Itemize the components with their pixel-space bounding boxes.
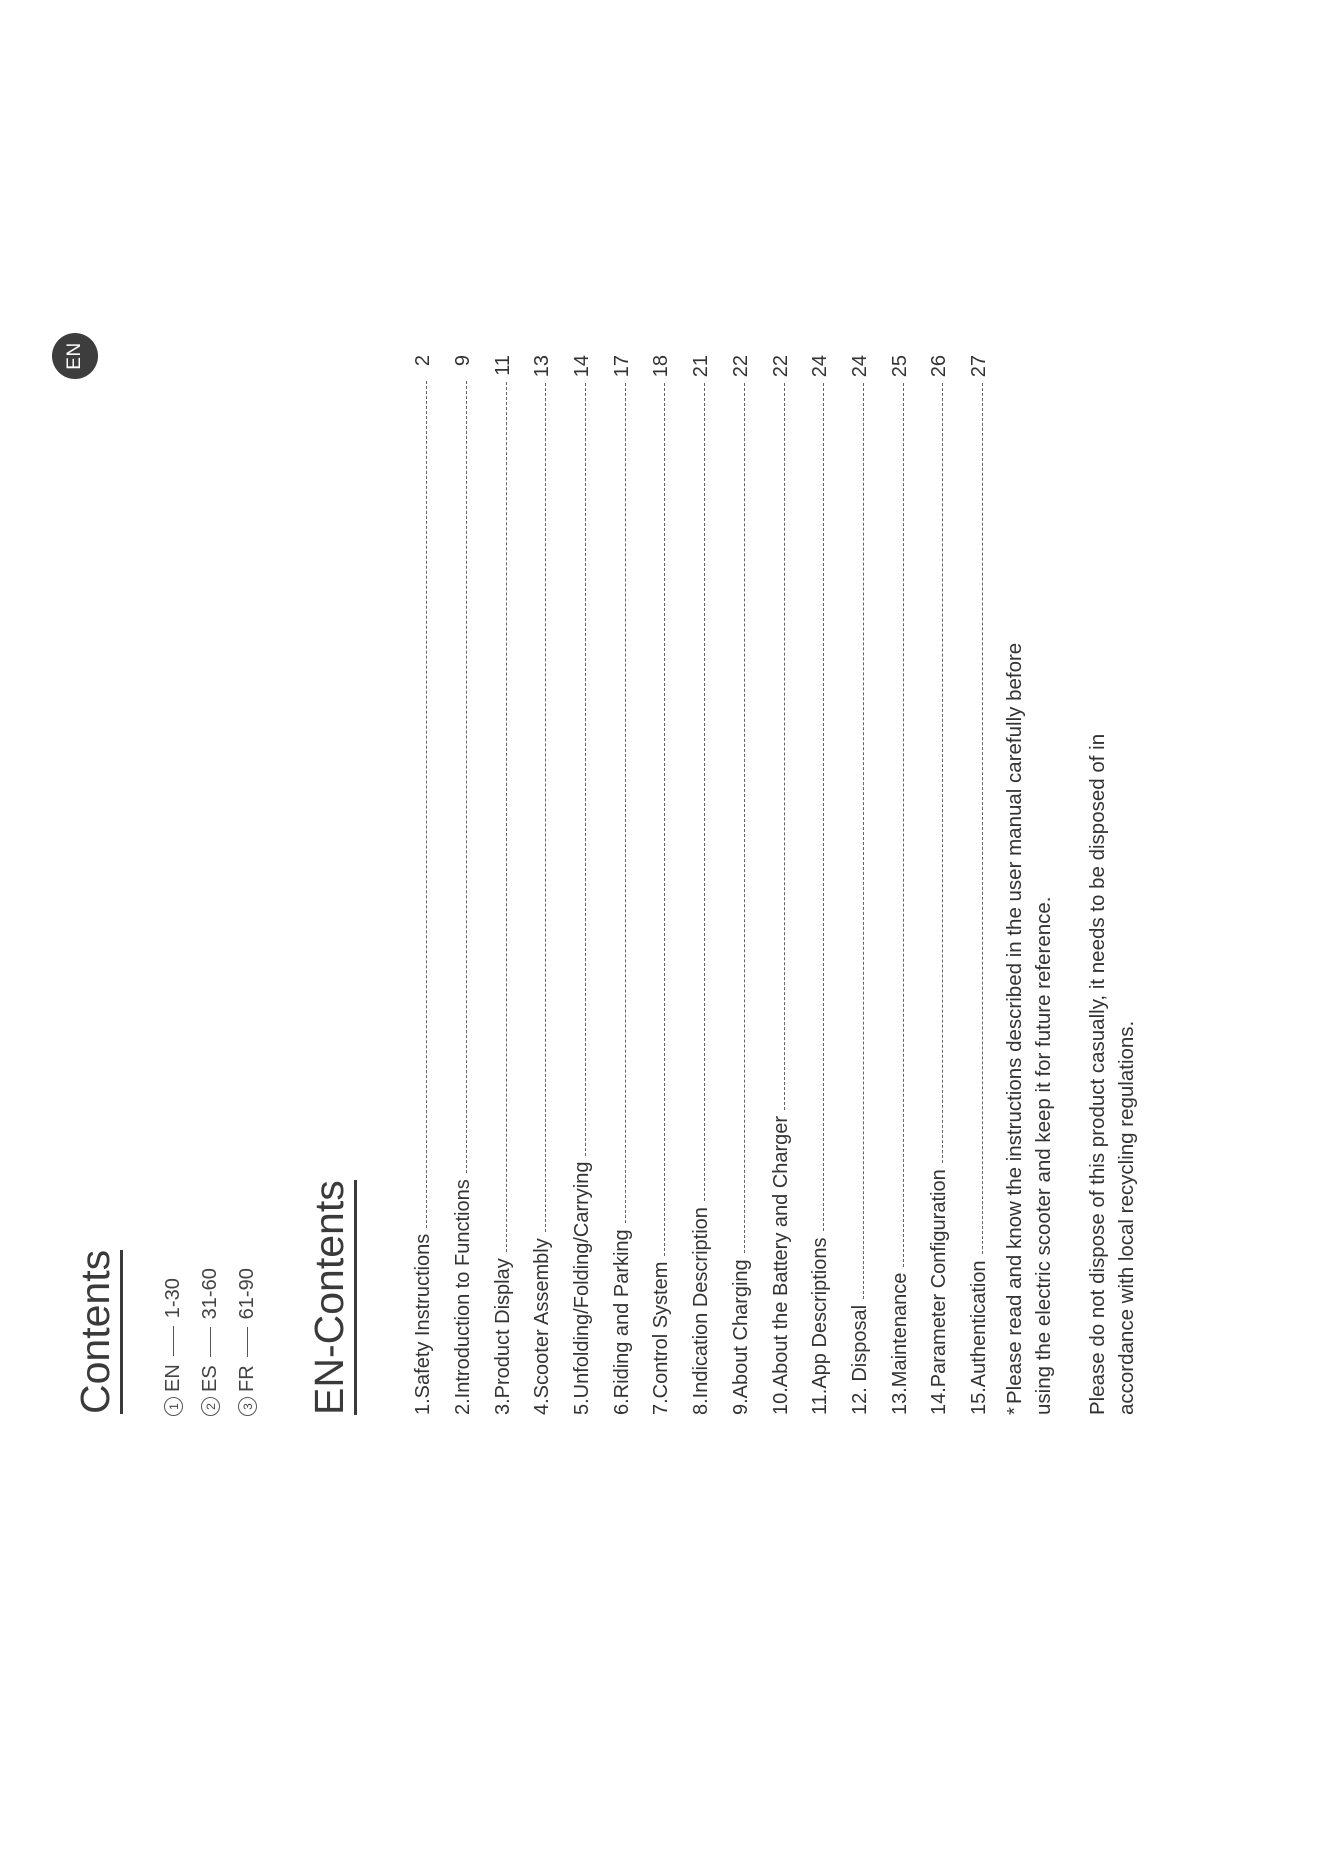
toc-label: 7.Control System bbox=[650, 1261, 673, 1415]
toc-item[interactable] bbox=[722, 355, 762, 1415]
toc-page: 17 bbox=[610, 355, 633, 378]
language-badge bbox=[52, 333, 98, 379]
toc-label: 9.About Charging bbox=[729, 1259, 752, 1415]
toc-item[interactable] bbox=[483, 355, 523, 1415]
toc-page: 22 bbox=[729, 355, 752, 378]
toc-item[interactable] bbox=[602, 355, 642, 1415]
toc-page: 21 bbox=[690, 355, 713, 378]
disposal-note: Please do not dispose of this product casually, it needs to be disposed of in accordance with local recycling regulations. bbox=[1086, 733, 1138, 1415]
toc-page: 13 bbox=[531, 355, 554, 378]
language-item[interactable] bbox=[229, 1268, 266, 1416]
toc-item[interactable] bbox=[682, 355, 722, 1415]
toc-leader bbox=[426, 381, 427, 1228]
toc-page: 25 bbox=[888, 355, 911, 378]
circled-number-icon: 3 bbox=[238, 1397, 257, 1416]
language-item[interactable] bbox=[192, 1268, 229, 1416]
toc-label: 4.Scooter Assembly bbox=[531, 1238, 554, 1415]
toc-page: 22 bbox=[769, 355, 792, 378]
toc-label: 14.Parameter Configuration bbox=[928, 1169, 951, 1415]
asterisk: * bbox=[1003, 1407, 1026, 1415]
contents-title: Contents bbox=[74, 1250, 123, 1414]
toc-label: 8.Indication Description bbox=[690, 1207, 713, 1415]
toc-leader bbox=[506, 382, 507, 1252]
toc-leader bbox=[823, 383, 824, 1231]
toc-page: 24 bbox=[848, 355, 871, 378]
toc-label: 10.About the Battery and Charger bbox=[769, 1115, 792, 1415]
toc-label: 2.Introduction to Functions bbox=[452, 1179, 475, 1415]
circled-number-icon: 1 bbox=[164, 1397, 183, 1416]
toc-leader bbox=[585, 383, 586, 1155]
toc-leader bbox=[903, 383, 904, 1266]
toc-list bbox=[404, 355, 999, 1415]
leader-line bbox=[173, 1326, 174, 1356]
language-list bbox=[155, 1268, 266, 1416]
toc-page: 9 bbox=[452, 355, 475, 367]
toc-item[interactable] bbox=[960, 355, 1000, 1415]
toc-item[interactable] bbox=[841, 355, 881, 1415]
toc-item[interactable] bbox=[761, 355, 801, 1415]
toc-page: 18 bbox=[650, 355, 673, 378]
toc-page: 24 bbox=[809, 355, 832, 378]
toc-item[interactable] bbox=[801, 355, 841, 1415]
leader-line bbox=[210, 1327, 211, 1357]
language-pages: 1-30 bbox=[162, 1278, 184, 1319]
toc-label: 12. Disposal bbox=[848, 1304, 871, 1415]
language-pages: 61-90 bbox=[236, 1268, 258, 1320]
toc-leader bbox=[664, 383, 665, 1255]
toc-label: 13.Maintenance bbox=[888, 1272, 911, 1415]
toc-item[interactable] bbox=[563, 355, 603, 1415]
toc-label: 1.Safety Instructions bbox=[412, 1233, 435, 1415]
toc-leader bbox=[704, 383, 705, 1201]
toc-leader bbox=[784, 383, 785, 1110]
toc-item[interactable] bbox=[523, 355, 563, 1415]
toc-label: 15.Authentication bbox=[967, 1260, 990, 1415]
language-badge-label: EN bbox=[64, 342, 85, 370]
toc-label: 3.Product Display bbox=[491, 1258, 514, 1415]
language-pages: 31-60 bbox=[199, 1268, 221, 1320]
toc-item[interactable] bbox=[642, 355, 682, 1415]
language-code: EN bbox=[162, 1364, 184, 1392]
toc-page: 27 bbox=[967, 355, 990, 378]
toc-item[interactable] bbox=[444, 355, 484, 1415]
toc-page: 14 bbox=[571, 355, 594, 378]
toc-item[interactable] bbox=[920, 355, 960, 1415]
toc-leader bbox=[942, 383, 943, 1163]
leader-line bbox=[247, 1327, 248, 1357]
circled-number-icon: 2 bbox=[201, 1397, 220, 1416]
language-code: ES bbox=[199, 1365, 221, 1392]
toc-leader bbox=[545, 383, 546, 1232]
language-item[interactable] bbox=[155, 1268, 192, 1416]
toc-leader bbox=[863, 383, 864, 1299]
toc-page: 26 bbox=[928, 355, 951, 378]
toc-leader bbox=[625, 383, 626, 1223]
toc-label: 6.Riding and Parking bbox=[610, 1229, 633, 1415]
toc-leader bbox=[982, 383, 983, 1254]
toc-label: 5.Unfolding/Folding/Carrying bbox=[571, 1161, 594, 1415]
toc-item[interactable] bbox=[404, 355, 444, 1415]
toc-page: 11 bbox=[491, 355, 514, 376]
toc-leader bbox=[744, 383, 745, 1253]
toc-leader bbox=[466, 381, 467, 1173]
en-contents-title: EN-Contents bbox=[308, 1180, 357, 1415]
reading-note-text: Please read and know the instructions described in the user manual carefully before using the electric scooter and keep it for future reference. bbox=[1003, 642, 1055, 1415]
toc-item[interactable] bbox=[880, 355, 920, 1415]
language-code: FR bbox=[236, 1365, 258, 1392]
toc-label: 11.App Descriptions bbox=[809, 1237, 832, 1415]
reading-note bbox=[1000, 625, 1058, 1415]
toc-page: 2 bbox=[412, 355, 435, 367]
